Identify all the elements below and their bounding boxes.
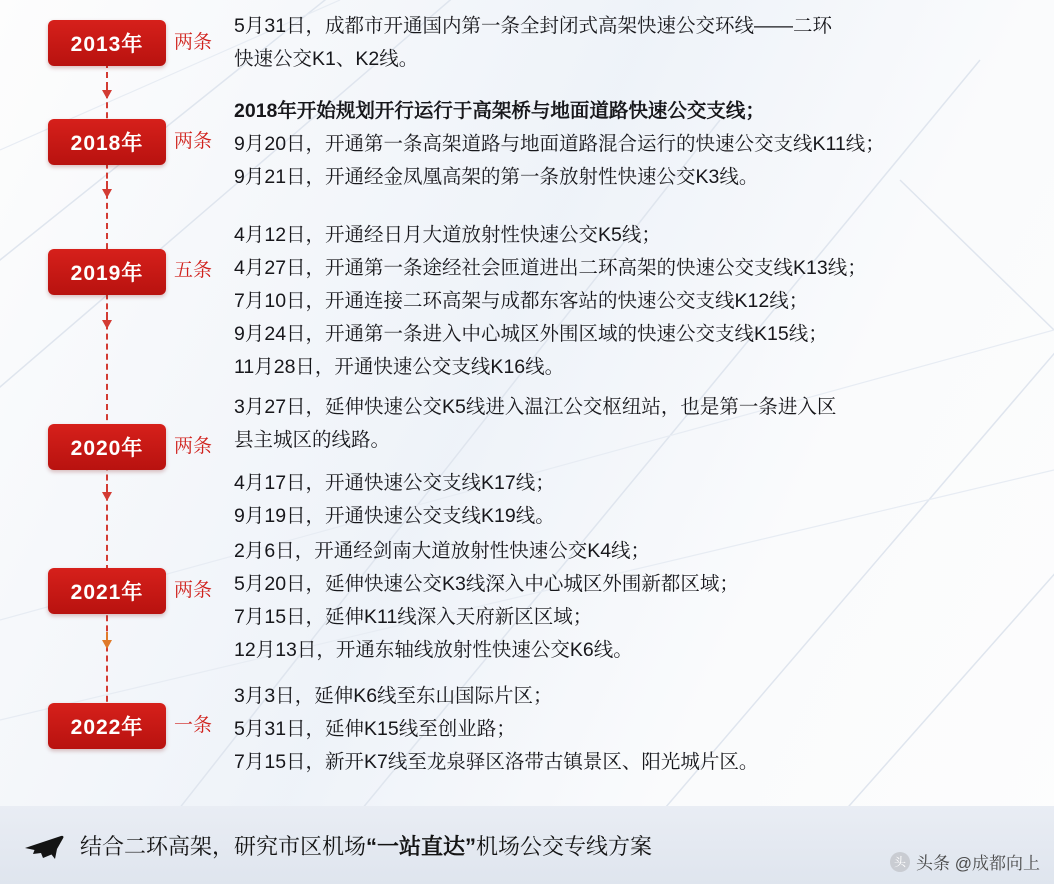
count-label-2021: 两条: [174, 580, 213, 601]
event-text-2013: [234, 10, 1034, 76]
event-line: 7月15日，延伸K11线深入天府新区区域；: [234, 606, 593, 628]
event-text-2019: [234, 219, 1034, 384]
event-line: 县主城区的线路。: [234, 429, 391, 451]
event-line: 4月12日，开通经日月大道放射性快速公交K5线；: [234, 224, 661, 246]
event-line: 9月21日，开通经金凤凰高架的第一条放射性快速公交K3线。: [234, 166, 759, 188]
count-label-2019: 五条: [174, 260, 213, 281]
count-label-2018: 两条: [174, 131, 213, 152]
arrow-down-icon: [99, 181, 115, 199]
source-watermark: [890, 849, 1040, 874]
event-line: 快速公交K1、K2线。: [234, 48, 419, 70]
banner-text-suffix: 机场公交专线方案: [476, 833, 653, 859]
event-line: 9月20日，开通第一条高架道路与地面道路混合运行的快速公交支线K11线；: [234, 133, 885, 155]
event-line: 5月31日，延伸K15线至创业路；: [234, 718, 516, 740]
event-line: 3月27日，延伸快速公交K5线进入温江公交枢纽站，也是第一条进入区: [234, 396, 837, 418]
event-line: 2月6日，开通经剑南大道放射性快速公交K4线；: [234, 540, 651, 562]
source-watermark-label: 头条 @成都向上: [916, 854, 1040, 873]
airplane-icon: [20, 822, 66, 868]
year-badge-2018: 2018年: [48, 119, 166, 165]
event-line: 4月17日，开通快速公交支线K17线；: [234, 472, 555, 494]
event-line: 11月28日，开通快速公交支线K16线。: [234, 356, 565, 378]
count-label-2020: 两条: [174, 436, 213, 457]
arrow-down-icon: [99, 82, 115, 100]
event-line: 9月24日，开通第一条进入中心城区外围区域的快速公交支线K15线；: [234, 323, 828, 345]
event-line: 12月13日，开通东轴线放射性快速公交K6线。: [234, 639, 633, 661]
banner-text: [80, 830, 652, 861]
arrow-down-icon: [99, 484, 115, 502]
year-badge-2019: 2019年: [48, 249, 166, 295]
event-line: 7月15日，新开K7线至龙泉驿区洛带古镇景区、阳光城片区。: [234, 751, 759, 773]
event-line: 5月31日，成都市开通国内第一条全封闭式高架快速公交环线——二环: [234, 15, 833, 37]
event-line: 3月3日，延伸K6线至东山国际片区；: [234, 685, 553, 707]
event-line: 2018年开始规划开行运行于高架桥与地面道路快速公交支线；: [234, 100, 765, 122]
banner-text-quote: “一站直达”: [366, 833, 477, 859]
count-label-2013: 两条: [174, 32, 213, 53]
year-badge-2021: 2021年: [48, 568, 166, 614]
year-badge-2013: 2013年: [48, 20, 166, 66]
banner-text-prefix: 结合二环高架，研究市区机场: [80, 833, 367, 859]
arrow-down-icon: [99, 312, 115, 330]
event-text-2020: [234, 391, 1034, 533]
arrow-down-icon: [99, 632, 115, 650]
event-line: 9月19日，开通快速公交支线K19线。: [234, 505, 555, 527]
spacer: [234, 457, 1034, 467]
event-text-2021: [234, 535, 1034, 667]
year-badge-2020: 2020年: [48, 424, 166, 470]
event-line: 5月20日，延伸快速公交K3线深入中心城区外围新都区域；: [234, 573, 739, 595]
year-badge-2022: 2022年: [48, 703, 166, 749]
toutiao-icon: 头: [890, 852, 910, 872]
event-text-2018: [234, 95, 1034, 194]
event-line: 4月27日，开通第一条途经社会匝道进出二环高架的快速公交支线K13线；: [234, 257, 867, 279]
count-label-2022: 一条: [174, 715, 213, 736]
event-line: 7月10日，开通连接二环高架与成都东客站的快速公交支线K12线；: [234, 290, 809, 312]
event-text-2022: [234, 680, 1034, 779]
